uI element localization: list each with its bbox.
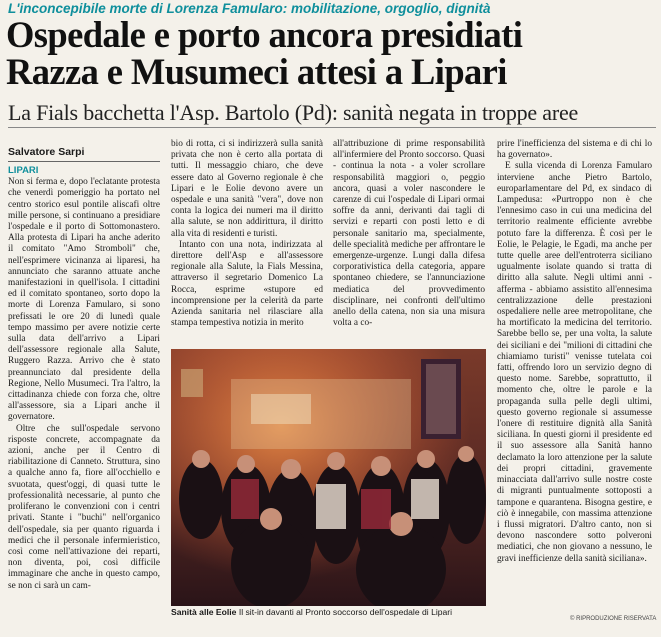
byline-divider (8, 161, 160, 162)
article-column-2 (171, 139, 323, 329)
author-byline: Salvatore Sarpi (8, 146, 85, 158)
sit-in-photo-illustration (171, 349, 486, 606)
caption-text: Il sit-in davanti al Pronto soccorso dell'ospedale di Lipari (236, 607, 453, 617)
paragraph: prire l'inefficienza del sistema e di chi lo ha governato». (497, 139, 652, 161)
headline (6, 16, 658, 90)
paragraph: Oltre che sull'ospedale servono risposte concrete, accompagnate da azioni, anche per il Centro di riabilitazione di Canneto. Struttura, sino a qualche anno fa, fiore all'occhiello e svuotata, quest'oggi, di quasi tutte le professionalità necessarie, al punto che proliferano le convenzioni con i centri privati. Stante i "buchi" nell'organico dell'ospedale, sia per quanto riguarda i medici che il personale infermieristico, così come nell'attivazione dei reparti, non diventa, poi, così difficile immaginare che anche in questo campo, se non ci sarà un cam- (8, 423, 160, 591)
copyright-notice: © RIPRODUZIONE RISERVATA (570, 616, 657, 622)
kicker: L'inconcepibile morte di Lorenza Famularo: mobilitazione, orgoglio, dignità (8, 1, 491, 16)
dateline: LIPARI (8, 165, 39, 176)
paragraph: bio di rotta, ci si indirizzerà sulla sanità privata che non è certo alla portata di tutti. Il messaggio chiaro, che deve essere dato al Governo regionale è che Lipari e le Eolie devono avere un ospedale e una sanità "vera", dove non conta la logica dei numeri ma il diritto alla salute, se non addirittura, il diritto alla vita di residenti e turisti. (171, 139, 323, 239)
headline-line-1: Ospedale e porto ancora presidiati (6, 14, 523, 55)
paragraph: all'attribuzione di prime responsabilità all'infermiere del Pronto soccorso. Quasi - continua la nota - a voler scrollare responsabilità maggiori o, peggio ancora, quasi a voler nascondere le carenze di cui l'ospedale di Lipari ormai soffre da anni, derivanti dai tagli di servizi e reparti con posti letto e di personale sanitario ma, specialmente, delle specialità mediche per affrontare le emergenze-urgenze. Lungi dalla difesa corporativistica della categoria, appare spontaneo chiedere, se l'annunciazione mediatica del provvedimento disciplinare, nei confronti dell'ultimo anello della catena, non sia una misura volta a co- (333, 139, 485, 329)
paragraph: Intanto con una nota, indirizzata al direttore dell'Asp e all'assessore regionale alla Salute, la Fials Messina, attraverso il segretario Domenico La Rocca, esprime «stupore ed incomprensione per la celerità da parte Azienda sanitaria nel rilasciare alla stampa tempestiva notizia in merito (171, 239, 323, 329)
article-column-3 (333, 139, 485, 329)
caption-bold: Sanità alle Eolie (171, 607, 237, 617)
article-column-1 (8, 165, 160, 592)
paragraph: E sulla vicenda di Lorenza Famularo interviene anche Pietro Bartolo, europarlamentare del Pd, ex sindaco di Lampedusa: «Purtroppo non è che l'ennesimo caso in cui una medicina del territorio realmente efficiente avrebbe potuto fare la differenza. È così per le Eolie, le Pelagie, le Egadi, ma anche per tutte quelle aree dell'entroterra siciliano ugualmente isolate quando si tratta di diritto alla salute. Negli ultimi anni - afferma - abbiamo assistito all'ennesima centralizzazione delle prestazioni ospedaliere nelle aree metropolitane, che ha mortificato la medicina del territorio. Sarebbe bello se, per una volta, la salute dei siciliani e dei "milioni di cittadini che chiamiamo turisti" venisse tutelata coi fatti, offrendo loro un servizio degno di questo nome. Sarebbe, soprattutto, il momento che, oltre le parole e la propaganda sulla pelle degli ultimi, questo governo regionale si assumesse l'onere di restituire dignità alla Sanità siciliana. In questi giorni il presidente ed il suo assessore alla Sanità hanno declamato la loro attenzione per la salute dei propri cittadini, gravemente minacciata dall'arrivo sulle nostre coste di migranti puntualmente sottoposti a tampone e quarantena. Bisogna gestire, e ciò è innegabile, con massima attenzione i flussi migratori. D'altro canto, non si devono nascondere sotto polveroni mediatici, che non giovano a nessuno, le gravi inefficienze della sanità siciliana». (497, 161, 652, 564)
photo-caption (171, 607, 486, 618)
headline-line-2: Razza e Musumeci attesi a Lipari (6, 51, 507, 92)
subheadline: La Fials bacchetta l'Asp. Bartolo (Pd): sanità negata in troppe aree (8, 100, 579, 125)
article-column-4 (497, 139, 652, 565)
divider (8, 127, 656, 128)
news-photo (171, 349, 486, 606)
paragraph: Non si ferma e, dopo l'eclatante protesta che venerdì pomeriggio ha portato nel centro storico esul pontile aliscafi oltre mille persone, si continuano a presidiare l'ospedale e il porto di Sottomonastero. Alla protesta di Lipari ha anche aderito il comitato "Amo Stromboli" che, nell'esprimere vicinanza ai liparesi, ha annunciato che saranno attuate anche manifestazioni in quell'isola. I cittadini ed il comitato spontaneo, sorto dopo la morte di Lorenza Famularo, si sono prefissati le ore 20 di lunedì quale tempo massimo per avere notizie certe sulla data dell'arrivo a Lipari dell'assessore regionale alla Salute, Ruggero Razza. Arrivo che è stato preannunciato dal presidente della Regione, Nello Musumeci. Tra l'altro, la cittadinanza chiede con forza che, oltre all'assessore, sia a Lipari anche il governatore. (8, 177, 160, 423)
